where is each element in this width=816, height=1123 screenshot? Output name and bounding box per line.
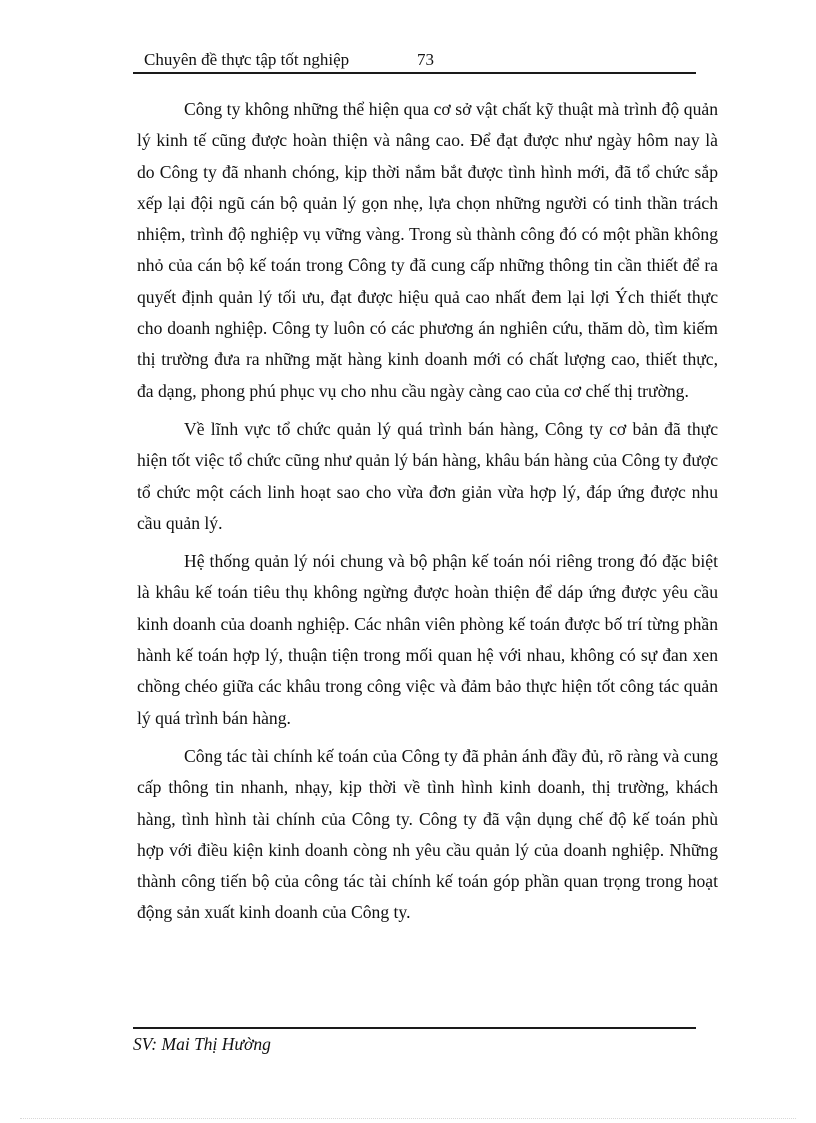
page-header [133,48,696,74]
paragraph-1: Công ty không những thể hiện qua cơ sở vật chất kỹ thuật mà trình độ quản lý kinh tế cũng được hoàn thiện và nâng cao. Để đạt được như ngày hôm nay là do Công ty đã nhanh chóng, kịp thời nắm bắt được tình hình mới, đã tổ chức sắp xếp lại đội ngũ cán bộ quản lý gọn nhẹ, lựa chọn những người có tinh thần trách nhiệm, trình độ nghiệp vụ vững vàng. Trong sù thành công đó có một phần không nhỏ của cán bộ kế toán trong Công ty đã cung cấp những thông tin cần thiết để ra quyết định quản lý tối ưu, đạt được hiệu quả cao nhất đem lại lợi Ých thiết thực cho doanh nghiệp. Công ty luôn có các phương án nghiên cứu, thăm dò, tìm kiếm thị trường đưa ra những mặt hàng kinh doanh mới có chất lượng cao, thiết thực, đa dạng, phong phú phục vụ cho nhu cầu ngày càng cao của cơ chế thị trường. [137,99,718,401]
footer-author: SV: Mai Thị Hường [133,1034,271,1054]
page-bottom-edge [20,1118,796,1119]
paragraph-4: Công tác tài chính kế toán của Công ty đã phản ánh đầy đủ, rõ ràng và cung cấp thông tin nhanh, nhạy, kịp thời về tình hình kinh doanh, thị trường, khách hàng, tình hình tài chính của Công ty. Công ty đã vận dụng chế độ kế toán phù hợp với điều kiện kinh doanh còng nh yêu cầu quản lý của doanh nghiệp. Những thành công tiến bộ của công tác tài chính kế toán góp phần quan trọng trong hoạt động sản xuất kinh doanh của Công ty. [137,745,718,923]
document-body [137,94,718,936]
footer-divider [133,1027,696,1029]
header-title: Chuyên đề thực tập tốt nghiệp [144,50,350,69]
page-number: 73 [417,50,434,69]
paragraph-2: Về lĩnh vực tổ chức quản lý quá trình bán hàng, Công ty cơ bản đã thực hiện tốt việc tổ chức cũng như quản lý bán hàng, khâu bán hàng của Công ty được tổ chức một cách linh hoạt sao cho vừa đơn giản vừa hợp lý, đáp ứng được nhu cầu quản lý. [137,418,718,533]
paragraph-3: Hệ thống quản lý nói chung và bộ phận kế toán nói riêng trong đó đặc biệt là khâu kế toán tiêu thụ không ngừng được hoàn thiện để dáp ứng được yêu cầu kinh doanh của doanh nghiệp. Các nhân viên phòng kế toán được bố trí từng phần hành kế toán hợp lý, thuận tiện trong mối quan hệ với nhau, không có sự đan xen chồng chéo giữa các khâu trong công việc và đảm bảo thực hiện tốt công tác quản lý quá trình bán hàng. [137,551,718,728]
